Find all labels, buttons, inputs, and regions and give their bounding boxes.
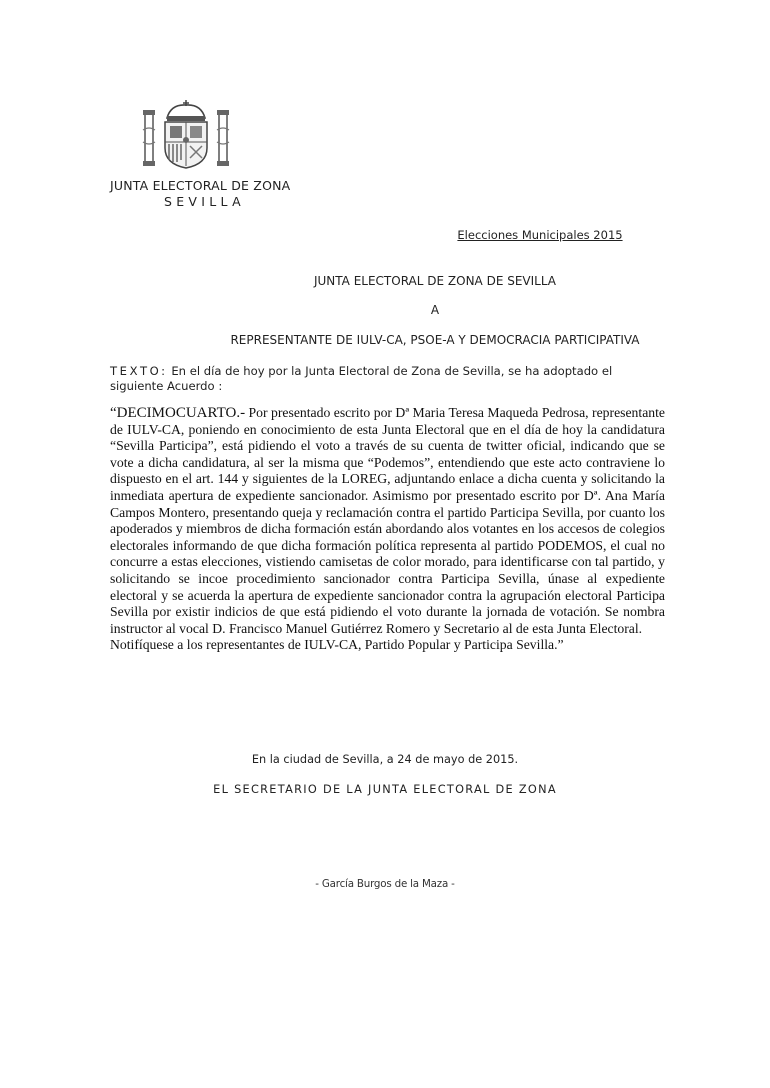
election-title: Elecciones Municipales 2015 [457, 228, 623, 242]
recipient-connector: A [430, 303, 440, 317]
agreement-notification: Notifíquese a los representantes de IULV-CA, Partido Popular y Participa Sevilla.” [110, 637, 564, 653]
organization-name-line1: JUNTA ELECTORAL DE ZONA [110, 178, 291, 193]
texto-label: TEXTO: [110, 364, 168, 378]
place-and-date: En la ciudad de Sevilla, a 24 de mayo de 2015. [251, 753, 519, 766]
sender-heading: JUNTA ELECTORAL DE ZONA DE SEVILLA [313, 274, 557, 288]
secretary-title: EL SECRETARIO DE LA JUNTA ELECTORAL DE ZONA [213, 783, 557, 796]
agreement-paragraph [110, 405, 665, 637]
texto-intro-text: En el día de hoy por la Junta Electoral de Zona de Sevilla, se ha adoptado el siguiente Acuerdo : [110, 364, 613, 393]
agreement-body: Por presentado escrito por Dª Maria Teresa Maqueda Pedrosa, representante de IULV-CA, poniendo en conocimiento de esta Junta Electoral que en el día de hoy la candidatura “Sevilla Participa”, está pidiendo el voto a través de su cuenta de twitter oficial, indicando que se vote a dicha candidatura, al ser la misma que “Podemos”, entendiendo que este acto contraviene lo dispuesto en el art. 144 y siguientes de la LOREG, adjuntando enlace a dicha cuenta y solicitando la inmediata apertura de expediente sancionador. Asimismo por presentado escrito por Dª. Ana María Campos Montero, presentando queja y reclamación contra el partido Participa Sevilla, por cuanto los apoderados y miembros de dicha formación están abordando alos votantes en los accesos de colegios electorales informando de que dicha formación política representa al partido PODEMOS, el cual no concurre a estas elecciones, vistiendo camisetas de color morado, para identificarse con tal partido, y solicitando se incoe procedimiento sancionador contra Participa Sevilla, únase al expediente electoral y se acuerda la apertura de expediente sancionador contra la agrupación electoral Participa Sevilla por existir indicios de que está pidiendo el voto durante la jornada de votación. Se nombra instructor al vocal D. Francisco Manuel Gutiérrez Romero y Secretario al de esta Junta Electoral. [110, 405, 666, 636]
recipient-heading: REPRESENTANTE DE IULV-CA, PSOE-A Y DEMOCRACIA PARTICIPATIVA [230, 333, 640, 347]
signature-name: - García Burgos de la Maza - [315, 878, 455, 890]
agreement-text [110, 405, 665, 654]
organization-name-line2: SEVILLA [164, 194, 245, 209]
coat-of-arms-icon [141, 100, 231, 170]
organization-name [110, 178, 310, 209]
texto-intro [110, 364, 665, 394]
agreement-number: “DECIMOCUARTO.- [110, 405, 246, 421]
